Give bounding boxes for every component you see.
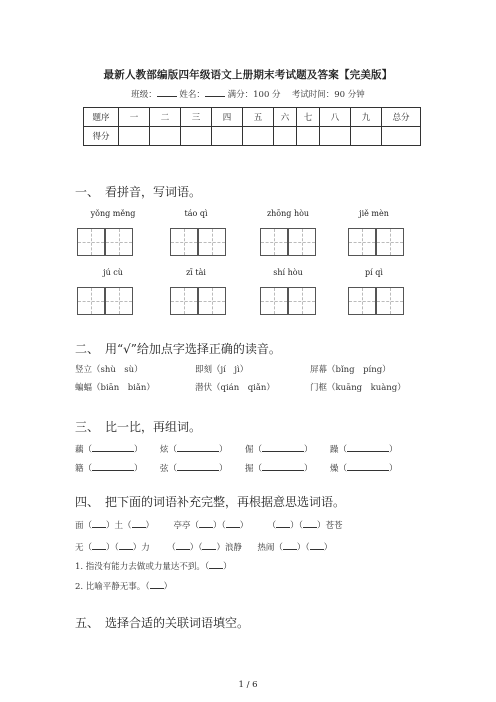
compare-item: 籍（ ） [75,464,143,474]
writing-box[interactable] [376,287,404,315]
pinyin-6: zī tài [186,268,206,277]
pinyin-1: yǒng měng [90,209,136,218]
pinyin-2: táo qì [184,209,208,218]
writing-box[interactable] [288,287,316,315]
reading-item: 竖立（shù sù） [75,365,143,375]
writing-box[interactable] [105,228,133,256]
pinyin-3: zhōng hòu [266,209,310,218]
exam-info: 班级： 姓名： 满分：100 分 考试时间：90 分钟 [131,90,365,100]
pinyin-5: jú cù [103,268,123,277]
score-table [83,107,421,146]
compare-item: 躁（ ） [330,445,398,455]
score-table-score-row: 得分 [84,127,421,146]
writing-box[interactable] [170,228,198,256]
section-5-heading: 五、 选择合适的关联词语填空。 [75,616,250,630]
page-number: 1 / 6 [238,680,258,690]
writing-box[interactable] [288,228,316,256]
writing-box[interactable] [348,287,376,315]
document-title: 最新人教部编版四年级语文上册期末考试题及答案【完美版】 [103,69,393,81]
writing-box[interactable] [260,228,288,256]
pinyin-7: shí hòu [273,268,303,277]
writing-box[interactable] [77,287,105,315]
compare-item: 倔（ ） [245,445,313,455]
section-2-heading: 二、 用“√”给加点字选择正确的读音。 [75,342,281,356]
compare-item: 燥（ ） [330,464,398,474]
idiom-question-1: 1. 指没有能力去做或力量达不到。（ ） [75,562,232,572]
writing-box[interactable] [376,228,404,256]
writing-box[interactable] [198,228,226,256]
section-1-heading: 一、 看拼音，写词语。 [75,185,202,199]
compare-item: 掘（ ） [245,464,313,474]
compare-item: 藕（ ） [75,445,143,455]
idiom-line-2: 无（ ）（ ）力 （ ）（ ）浪静 热闹（ ）（ ） [75,543,333,553]
pinyin-8: pí qì [365,268,383,277]
writing-box[interactable] [198,287,226,315]
section-3-heading: 三、 比一比，再组词。 [75,420,202,434]
class-blank [157,88,177,97]
reading-item: 蝙蝠（biān biǎn） [75,383,155,393]
writing-box[interactable] [170,287,198,315]
writing-box[interactable] [260,287,288,315]
name-blank [205,88,225,97]
idiom-question-2: 2. 比喻平静无事。（ ） [75,582,173,592]
pinyin-4: jiě mèn [359,209,389,218]
compare-item: 弦（ ） [160,464,228,474]
score-table-header-row: 题序 一 二 三 四 五 六 七 八 九 总分 [84,108,421,127]
writing-box[interactable] [348,228,376,256]
reading-item: 门框（kuāng kuàng） [310,383,406,393]
section-4-heading: 四、 把下面的词语补充完整，再根据意思选词语。 [75,495,346,509]
idiom-line-1: 面（ ）土（ ） 亭亭（ ）（ ） （ ）（ ）苍苍 [75,521,343,531]
reading-item: 即刻（jí jì） [195,365,249,375]
writing-box[interactable] [77,228,105,256]
reading-item: 潜伏（qián qiǎn） [195,383,275,393]
compare-item: 炫（ ） [160,445,228,455]
writing-box[interactable] [105,287,133,315]
reading-item: 屏幕（bǐng píng） [310,365,391,375]
